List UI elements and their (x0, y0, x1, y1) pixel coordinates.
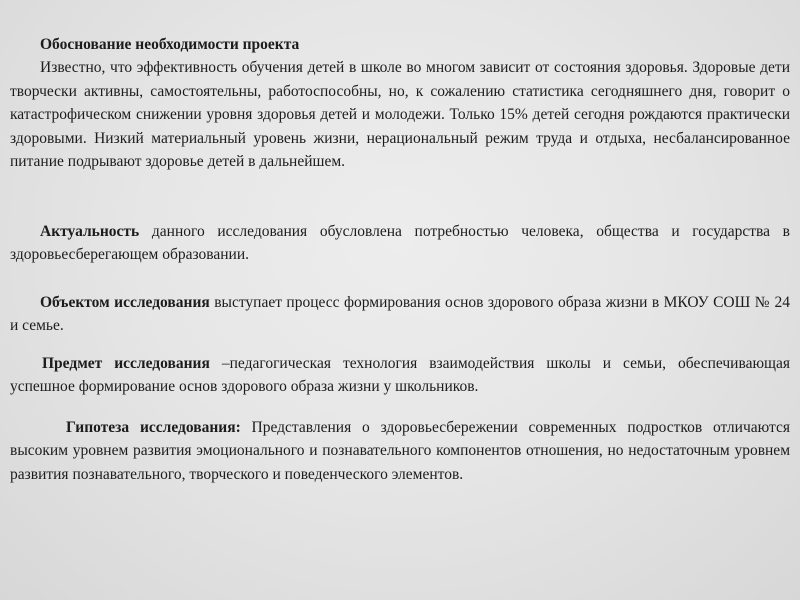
justification-heading: Обоснование необходимости проекта (40, 36, 300, 53)
relevance-paragraph (10, 220, 790, 267)
object-paragraph (10, 291, 790, 338)
hypothesis-term: Гипотеза исследования: (66, 419, 241, 436)
relevance-text: данного исследования обусловлена потребностью человека, общества и государства в здоровьесберегающем образовании. (10, 223, 790, 264)
object-text: выступает процесс формирования основ здорового образа жизни в МКОУ СОШ № 24 и семье. (10, 294, 791, 335)
subject-paragraph (10, 352, 790, 399)
object-term: Объектом исследования (40, 294, 210, 311)
justification-section (10, 33, 790, 173)
justification-body: Известно, что эффективность обучения детей в школе во многом зависит от состояния здоровья. Здоровые дети творчески активны, самостоятельны, работоспособны, но, к сожалению статистика сегодняшнего дня, говорит о катастрофическом снижении уровня здоровья детей и молодежи. Только 15% детей сегодня рождаются практически здоровыми. Низкий материальный уровень жизни, нерациональный режим труда и отдыха, несбалансированное питание подрывают здоровье детей в дальнейшем. (10, 59, 790, 171)
hypothesis-text: Представления о здоровьесбережении современных подростков отличаются высоким уровнем развития эмоционального и познавательного компонентов отношения, но недостаточным уровнем развития познавательного, творческого и поведенческого элементов. (10, 419, 790, 483)
subject-text: –педагогическая технология взаимодействия школы и семьи, обеспечивающая успешное формирование основ здорового образа жизни у школьников. (10, 355, 790, 396)
hypothesis-paragraph (10, 416, 790, 486)
relevance-term: Актуальность (40, 223, 140, 240)
subject-term: Предмет исследования (42, 355, 210, 372)
